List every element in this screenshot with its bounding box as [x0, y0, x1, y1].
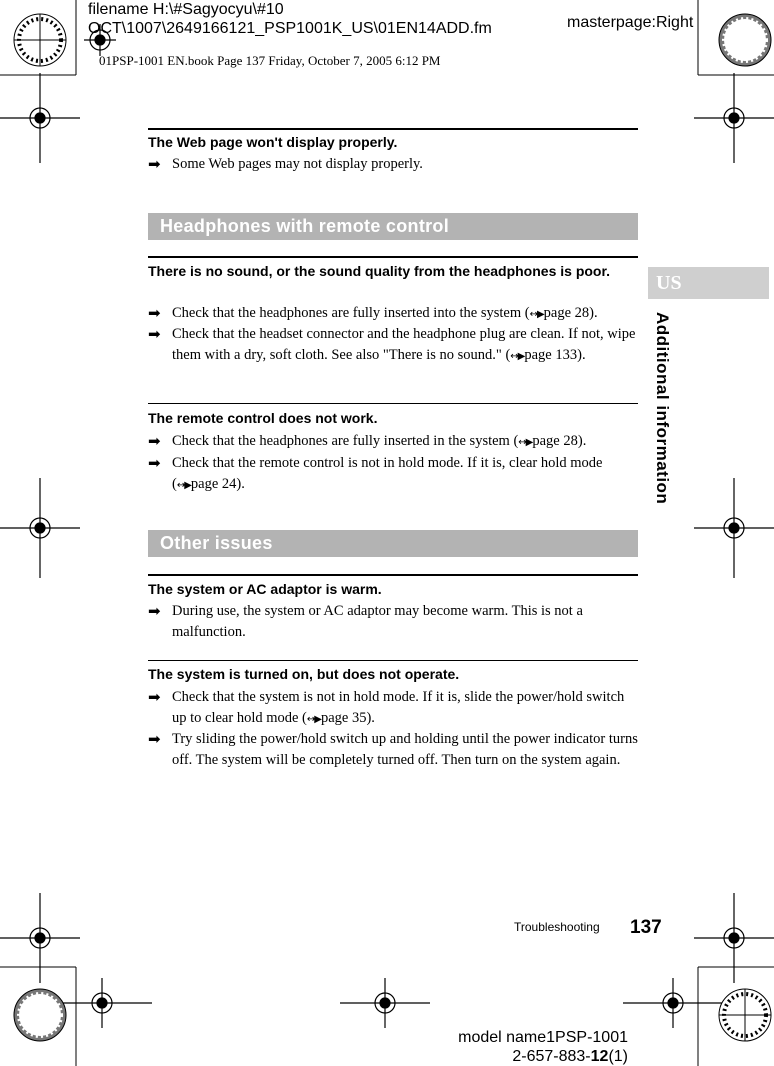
star-target	[719, 989, 771, 1041]
right-arrow-icon: ➡	[148, 454, 161, 472]
book-info: 01PSP-1001 EN.book Page 137 Friday, October 7, 2005 6:12 PM	[99, 53, 441, 68]
question-heading: The remote control does not work.	[148, 410, 378, 426]
star-target	[14, 14, 66, 66]
right-arrow-icon: ➡	[148, 602, 161, 620]
divider	[148, 128, 638, 130]
registration-crosshair	[0, 478, 80, 578]
star-target	[14, 989, 66, 1041]
registration-crosshair	[694, 73, 774, 163]
right-arrow-icon: ➡	[148, 432, 161, 450]
answer-item: ➡ Check that the headset connector and the headphone plug are clean. If not, wipe them with a dry, soft cloth. See also "There is no sound." (↔▶page 133).	[148, 325, 636, 363]
question-heading: The Web page won't display properly.	[148, 134, 398, 150]
file-path: filename H:\#Sagyocyu\#10 OCT\1007\2649166121_PSP1001K_US\01EN14ADD.fm	[88, 1, 492, 37]
answer-item: ➡ Try sliding the power/hold switch up and holding until the power indicator turns off. The system will be completely turned off. Then turn on the system again.	[148, 730, 638, 768]
answer-item: ➡ Some Web pages may not display properly.	[148, 155, 423, 173]
right-arrow-icon: ➡	[148, 325, 161, 343]
divider	[148, 574, 638, 576]
answer-item: ➡ Check that the headphones are fully inserted in the system (↔▶page 28).	[148, 432, 587, 450]
question-heading: The system is turned on, but does not operate.	[148, 666, 460, 682]
registration-crosshair	[0, 73, 80, 163]
page-reference-icon: ↔▶	[306, 714, 321, 725]
divider	[148, 256, 638, 258]
answer-item: ➡ Check that the system is not in hold mode. If it is, slide the power/hold switch up to clear hold mode (↔▶page 35).	[148, 688, 625, 726]
divider	[148, 403, 638, 404]
answer-item: ➡ Check that the remote control is not in hold mode. If it is, clear hold mode (↔▶page 24).	[148, 454, 603, 492]
star-target	[719, 14, 771, 66]
registration-crosshair	[52, 978, 152, 1028]
right-arrow-icon: ➡	[148, 155, 161, 173]
question-heading: The system or AC adaptor is warm.	[148, 581, 382, 597]
section-heading: Other issues	[148, 530, 638, 557]
page-number: 137	[630, 917, 662, 938]
model-info: model name1PSP-1001 2-657-883-12(1)	[458, 1029, 628, 1065]
masterpage-label: masterpage:Right	[567, 14, 694, 31]
answer-item: ➡ Check that the headphones are fully inserted into the system (↔▶page 28).	[148, 304, 598, 322]
answer-item: ➡ During use, the system or AC adaptor may become warm. This is not a malfunction.	[148, 602, 583, 640]
page-reference-icon: ↔▶	[529, 309, 544, 320]
page-reference-icon: ↔▶	[176, 480, 191, 491]
right-arrow-icon: ➡	[148, 730, 161, 748]
registration-crosshair	[623, 978, 723, 1028]
page-reference-icon: ↔▶	[518, 437, 533, 448]
section-heading: Headphones with remote control	[148, 213, 638, 240]
registration-crosshair	[694, 893, 774, 983]
question-heading: There is no sound, or the sound quality from the headphones is poor.	[148, 263, 611, 279]
right-arrow-icon: ➡	[148, 304, 161, 322]
right-arrow-icon: ➡	[148, 688, 161, 706]
registration-crosshair	[0, 893, 80, 983]
footer-section-name: Troubleshooting	[514, 920, 600, 934]
region-tab: US	[648, 267, 769, 299]
chapter-label: Additional information	[653, 312, 672, 505]
divider	[148, 660, 638, 661]
registration-crosshair	[694, 478, 774, 578]
registration-crosshair	[340, 978, 430, 1028]
page-reference-icon: ↔▶	[510, 351, 525, 362]
